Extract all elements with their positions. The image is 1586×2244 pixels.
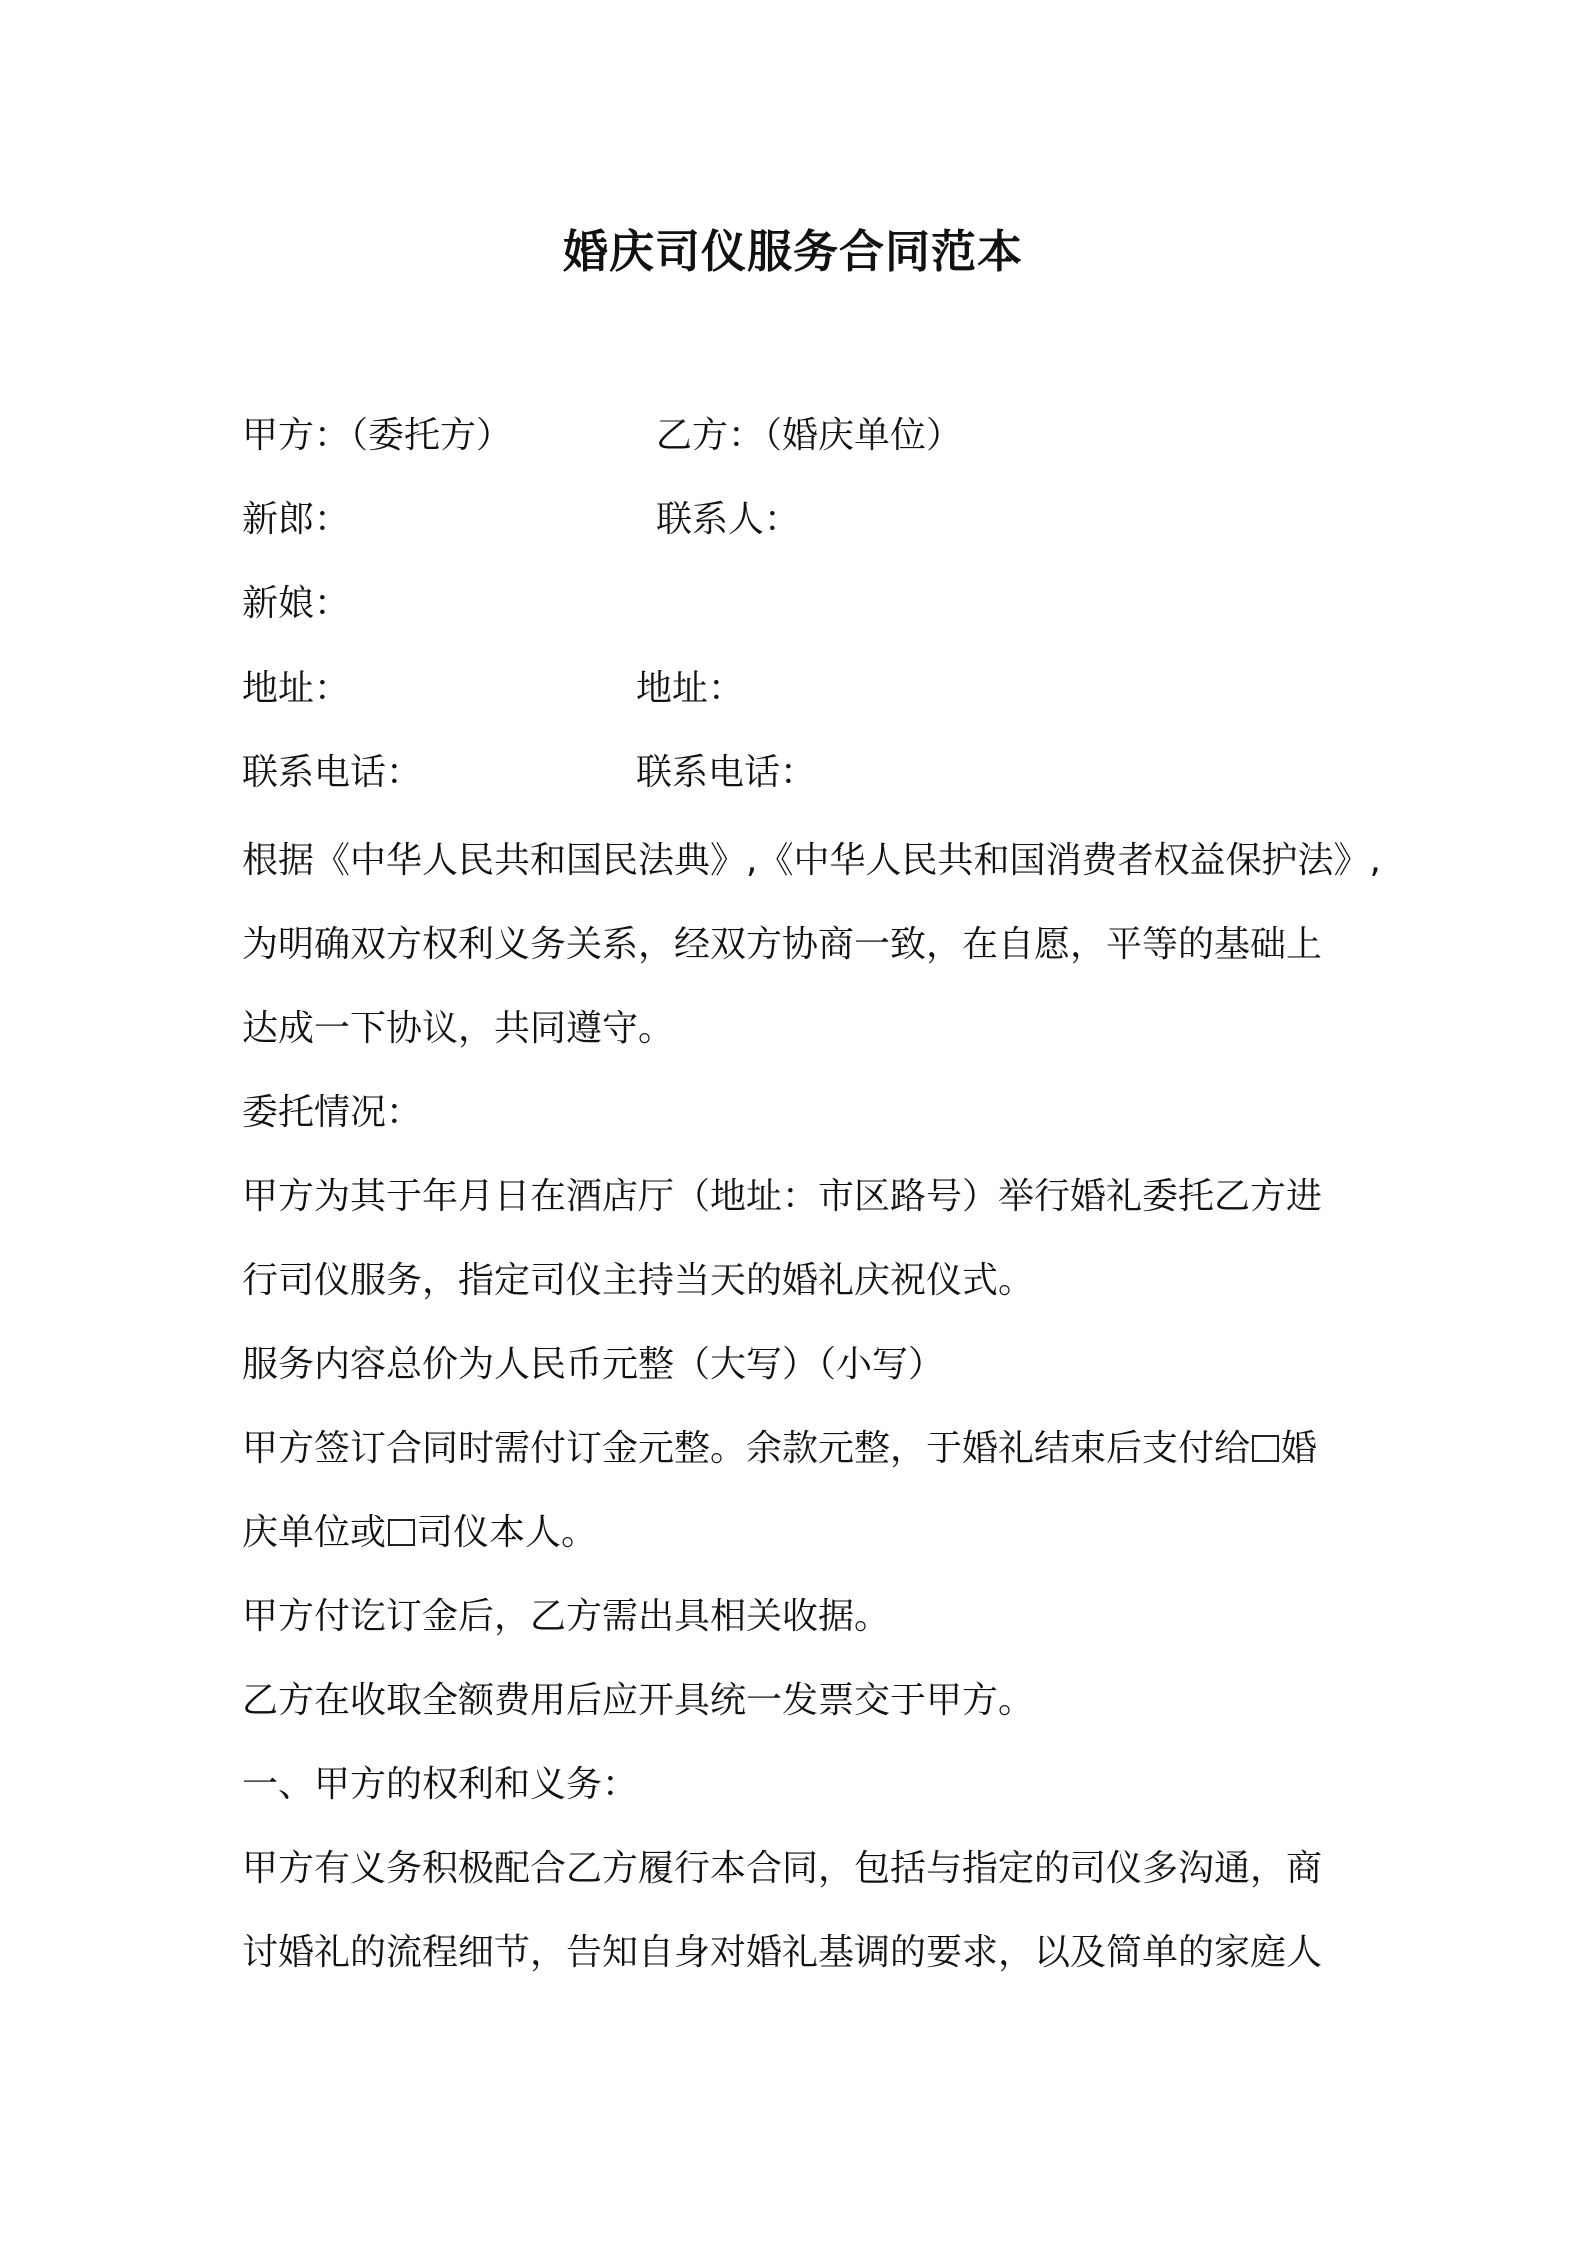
section-1-line-2: 讨婚礼的流程细节，告知自身对婚礼基调的要求，以及简单的家庭人 <box>242 1932 1323 1973</box>
phone-a-label: 联系电话： <box>242 752 423 793</box>
groom-label: 新郎： <box>242 499 351 540</box>
section-1-heading: 一、甲方的权利和义务： <box>242 1764 639 1805</box>
deposit-line-2-text: 庆单位或 <box>242 1512 387 1553</box>
party-b-label: 乙方：（婚庆单位） <box>656 415 963 456</box>
deposit-line-1-end: 婚 <box>1281 1428 1318 1469</box>
commission-line-1: 甲方为其于年月日在酒店厅（地址：市区路号）举行婚礼委托乙方进 <box>242 1176 1323 1217</box>
contact-person-label: 联系人： <box>656 499 801 540</box>
price-line: 服务内容总价为人民币元整（大写）（小写） <box>242 1344 945 1385</box>
deposit-line-2-end: 司仪本人。 <box>417 1512 598 1553</box>
host-checkbox[interactable] <box>388 1519 415 1546</box>
party-a-label: 甲方：（委托方） <box>242 415 513 456</box>
deposit-line-1 <box>242 1420 1362 1471</box>
preamble-line-3: 达成一下协议，共同遵守。 <box>242 1008 675 1049</box>
commission-heading: 委托情况： <box>242 1092 423 1133</box>
deposit-line-1-text: 甲方签订合同时需付订金元整。余款元整，于婚礼结束后支付给 <box>242 1428 1251 1469</box>
address-b-label: 地址： <box>636 668 745 709</box>
section-1-line-1: 甲方有义务积极配合乙方履行本合同，包括与指定的司仪多沟通，商 <box>242 1848 1323 1889</box>
address-a-label: 地址： <box>242 668 351 709</box>
wedding-company-checkbox[interactable] <box>1252 1435 1279 1462</box>
commission-line-2: 行司仪服务，指定司仪主持当天的婚礼庆祝仪式。 <box>242 1260 1035 1301</box>
phone-b-label: 联系电话： <box>636 752 817 793</box>
preamble-line-2: 为明确双方权利义务关系，经双方协商一致，在自愿，平等的基础上 <box>242 924 1323 965</box>
receipt-line: 甲方付讫订金后，乙方需出具相关收据。 <box>242 1596 891 1637</box>
preamble-line-1: 根据《中华人民共和国民法典》,《中华人民共和国消费者权益保护法》, <box>242 840 1381 881</box>
document-title: 婚庆司仪服务合同范本 <box>562 225 1023 278</box>
bride-label: 新娘： <box>242 583 351 624</box>
invoice-line: 乙方在收取全额费用后应开具统一发票交于甲方。 <box>242 1680 1035 1721</box>
deposit-line-2 <box>242 1504 1362 1555</box>
